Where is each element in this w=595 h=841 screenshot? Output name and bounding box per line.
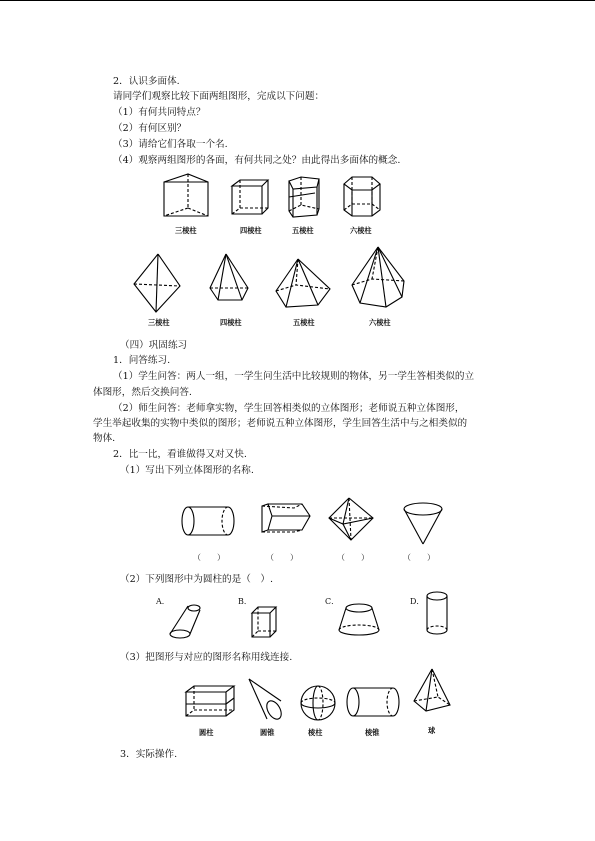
option-d-cylinder-figure — [424, 590, 450, 636]
item-1-heading: 1．问答练习. — [113, 355, 171, 366]
pyramid-label-2: 四棱柱 — [220, 318, 242, 327]
match-name-3: 棱柱 — [308, 728, 323, 737]
pentagonal-prism-figure — [285, 175, 325, 219]
prism-label-2: 四棱柱 — [240, 226, 262, 235]
blank-2: （ ） — [266, 553, 298, 562]
question-2: （2）有何区别？ — [113, 123, 187, 134]
blank-3: （ ） — [337, 553, 369, 562]
match-sphere-figure — [298, 683, 338, 723]
option-a-oblique-cylinder-figure — [168, 600, 202, 642]
blank-1: （ ） — [193, 553, 225, 562]
option-b-label: B． — [238, 597, 252, 606]
question-which-cylinder: （2）下列图形中为圆柱的是（ ）. — [120, 574, 274, 585]
item-2-heading: 2．比一比，看谁做得又对又快. — [113, 449, 247, 460]
item-1-paragraph-2-line-2: 学生举起收集的实物中类似的图形；老师说五种立体图形，学生回答生活中与之相类似的 — [93, 418, 468, 429]
intro-text: 请同学们观察比较下面两组图形，完成以下问题： — [113, 91, 325, 102]
option-a-label: A． — [156, 597, 170, 606]
option-c-label: C． — [325, 597, 340, 606]
question-4: （4）观察两组图形的各面，有何共同之处？由此得出多面体的概念. — [113, 155, 401, 166]
question-name-figures: （1）写出下列立体图形的名称. — [120, 465, 254, 476]
prism-label-3: 五棱柱 — [292, 226, 314, 235]
match-cone-figure — [245, 677, 285, 723]
quadrangular-pyramid-figure — [206, 252, 250, 302]
triangular-prism-figure — [160, 172, 212, 220]
match-name-2: 圆锥 — [260, 728, 275, 737]
prism-label-1: 三棱柱 — [175, 226, 197, 235]
pyramid-label-3: 五棱柱 — [293, 318, 315, 327]
blank-4: （ ） — [403, 553, 435, 562]
option-d-label: D． — [410, 597, 425, 606]
item-1-paragraph-2-line-1: （2）师生问答：老师拿实物，学生回答相类似的立体图形；老师说五种立体图形， — [113, 403, 465, 414]
item-1-paragraph-1-line-2: 体图形，然后交换问答. — [93, 387, 192, 398]
match-prism-figure — [184, 684, 236, 720]
option-c-frustum-figure — [336, 602, 382, 638]
octahedron-figure — [327, 496, 375, 542]
triangular-pyramid-figure — [132, 252, 182, 314]
practice-heading: （四）巩固练习 — [120, 340, 188, 351]
hexagonal-prism-figure — [340, 174, 384, 218]
item-1-paragraph-2-line-3: 物体. — [93, 433, 116, 444]
top-rule — [0, 0, 595, 1]
question-1: （1）有何共同特点？ — [113, 107, 206, 118]
match-cylinder-figure — [345, 684, 403, 720]
hexagonal-pyramid-figure — [350, 245, 406, 311]
option-b-cube-figure — [250, 605, 278, 639]
cylinder-lying-figure — [180, 503, 238, 539]
pentagonal-prism-lying-figure — [258, 502, 314, 536]
question-match-figures: （3）把图形与对应的图形名称用线连接. — [120, 652, 293, 663]
question-3: （3）请给它们各取一个名. — [113, 139, 228, 150]
pentagonal-pyramid-figure — [274, 257, 332, 311]
pyramid-label-4: 六棱柱 — [369, 318, 391, 327]
quadrangular-prism-figure — [228, 178, 272, 216]
item-3-heading: 3．实际操作. — [120, 749, 178, 760]
match-name-1: 圆柱 — [199, 728, 214, 737]
item-1-paragraph-1-line-1: （1）学生问答：两人一组，一学生问生活中比较规则的物体，另一学生答相类似的立 — [113, 371, 475, 382]
match-name-5: 球 — [428, 726, 436, 735]
match-pyramid-figure — [410, 667, 454, 717]
cone-inverted-figure — [400, 500, 446, 548]
pyramid-label-1: 三棱柱 — [148, 318, 170, 327]
prism-label-4: 六棱柱 — [350, 226, 372, 235]
match-name-4: 棱锥 — [365, 728, 380, 737]
section-heading: 2．认识多面体. — [113, 76, 180, 87]
